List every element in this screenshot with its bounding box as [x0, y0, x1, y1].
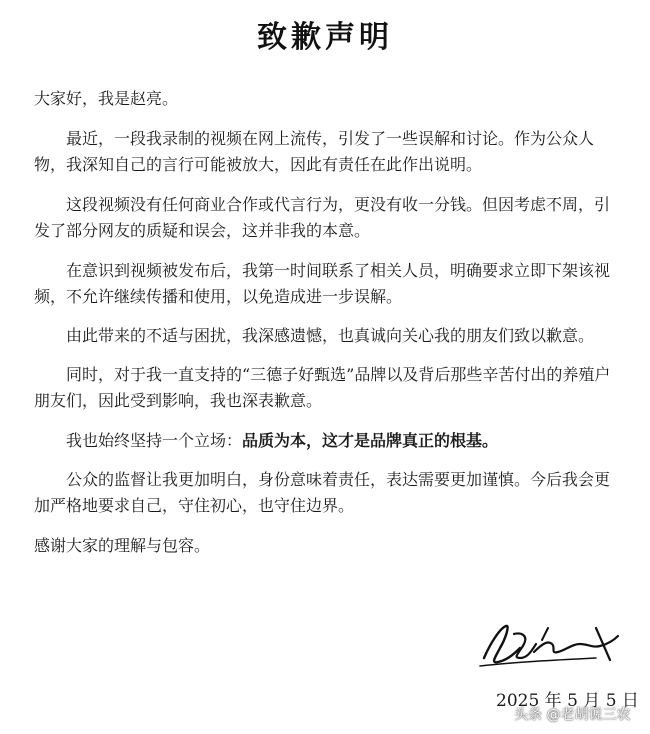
closing: 感谢大家的理解与包容。 — [34, 536, 211, 555]
paragraph-regret: 由此带来的不适与困扰，我深感遗憾，也真诚向关心我的朋友们致以歉意。 — [66, 326, 595, 345]
paragraph-takedown: 在意识到视频被发布后，我第一时间联系了相关人员，明确要求立即下架该视频，不允许继续传播和使用，以免造成进一步误解。 — [34, 261, 611, 306]
paragraph-stance — [34, 428, 624, 454]
paragraph-oversight: 公众的监督让我更加明白，身份意味着责任，表达需要更加谨慎。今后我会更加严格地要求自己，守住初心，也守住边界。 — [34, 470, 611, 515]
stance-emphasis: 品质为本，这才是品牌真正的根基。 — [242, 431, 499, 450]
signature — [476, 614, 626, 674]
statement-date: 2025 年 5 月 5 日 — [496, 691, 639, 711]
watermark: 头条 @老胡说三农 — [514, 707, 631, 723]
stance-lead: 我也始终坚持一个立场： — [66, 431, 243, 450]
page-title: 致歉声明 — [257, 20, 393, 55]
paragraph-no-commercial: 这段视频没有任何商业合作或代言行为，更没有收一分钱。但因考虑不周，引发了部分网友的质疑和误会，这并非我的本意。 — [34, 195, 611, 240]
paragraph-explanation: 最近，一段我录制的视频在网上流传，引发了一些误解和讨论。作为公众人物，我深知自己的言行可能被放大，因此有责任在此作出说明。 — [34, 129, 595, 174]
greeting: 大家好，我是赵亮。 — [34, 89, 179, 108]
paragraph-brand-apology: 同时，对于我一直支持的“三德子好甄选”品牌以及背后那些辛苦付出的养殖户朋友们，因此受到影响，我也深表歉意。 — [34, 365, 611, 410]
